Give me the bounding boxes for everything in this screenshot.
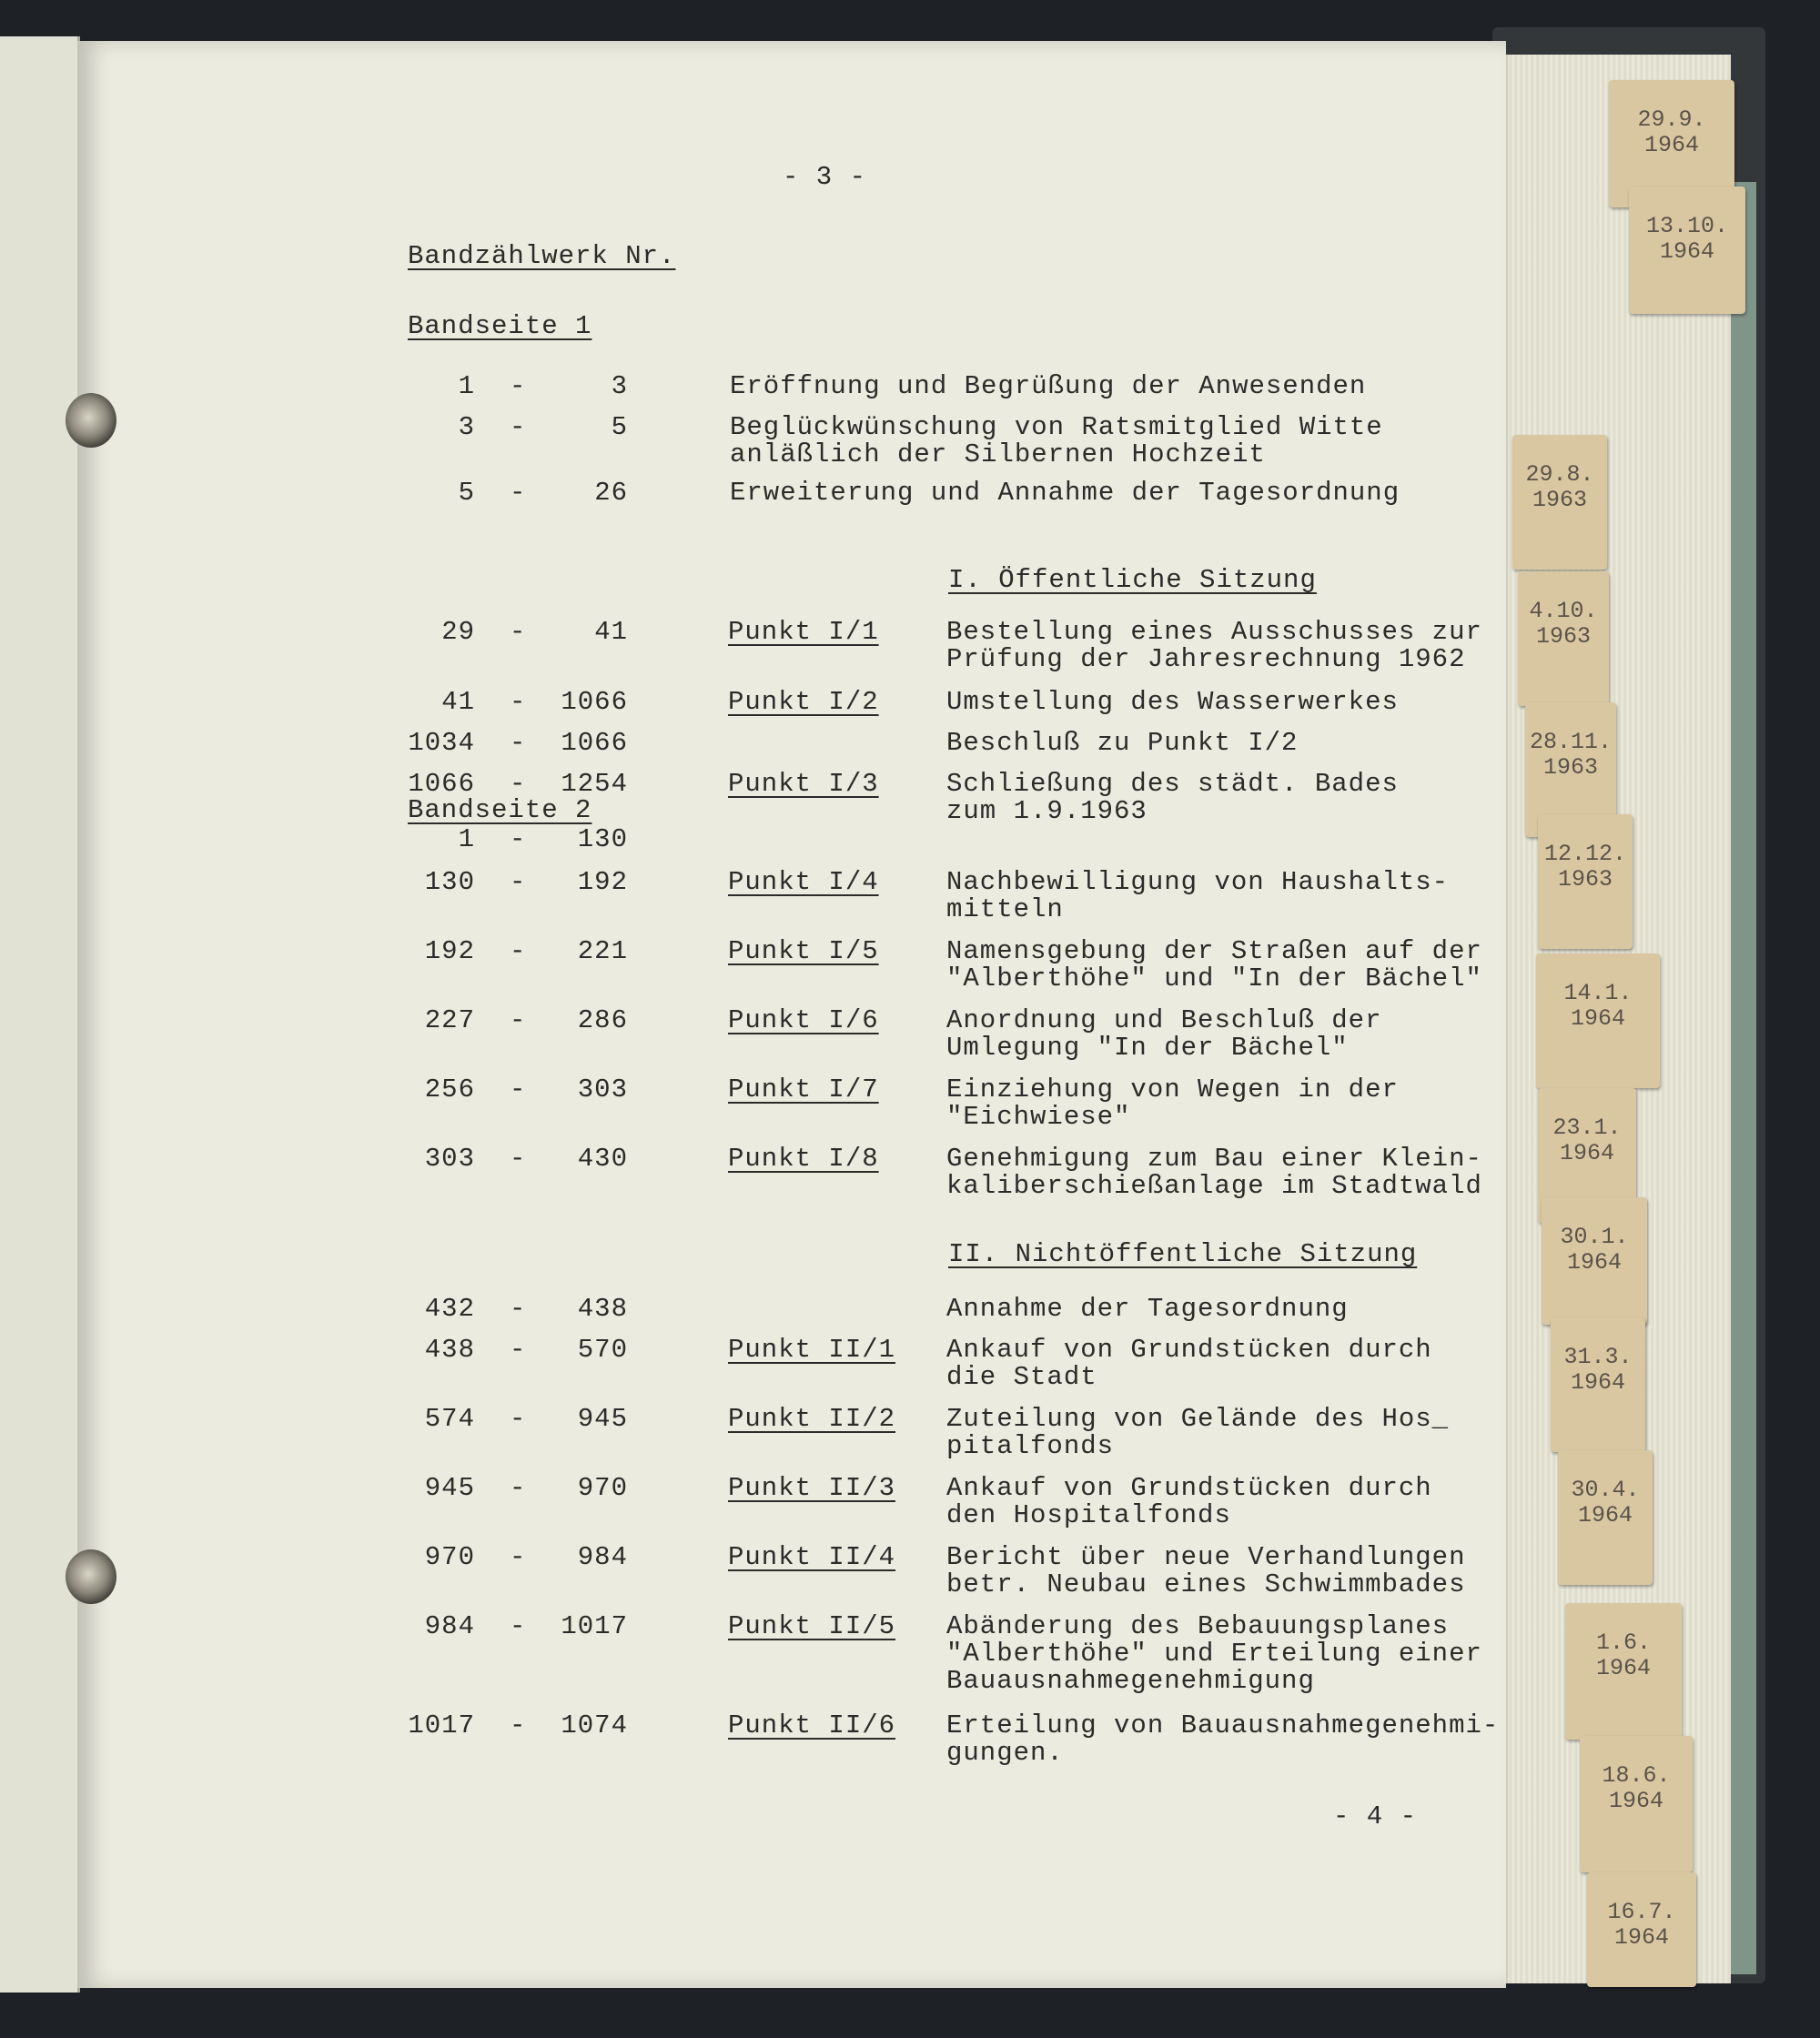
entry-description-line: Einziehung von Wegen in der (946, 1074, 1399, 1105)
entry-to-number: 970 (577, 1473, 628, 1503)
entry-dash: - (510, 1542, 527, 1572)
entry-to-number: 1017 (561, 1611, 628, 1641)
entry-dash: - (510, 478, 527, 508)
date-tab-line: 1964 (1566, 1249, 1622, 1276)
entry-from-number: 984 (424, 1611, 475, 1641)
entry-description-line: Bericht über neue Verhandlungen (946, 1542, 1466, 1572)
entry-description-line: Beschluß zu Punkt I/2 (946, 728, 1299, 758)
entry-dash: - (510, 1335, 527, 1365)
entry-description-line: "Alberthöhe" und Erteilung einer (946, 1639, 1482, 1669)
entry-dash: - (510, 936, 527, 966)
date-tab-line: 1964 (1559, 1140, 1614, 1166)
entry-to-number: 984 (577, 1542, 628, 1572)
entry-description-line: Bestellung eines Ausschusses zur (946, 617, 1482, 647)
entry-from-number: 1017 (408, 1710, 475, 1740)
date-tab[interactable] (1512, 435, 1607, 570)
entry-to-number: 5 (611, 412, 628, 442)
entry-description-line: Anordnung und Beschluß der (946, 1005, 1382, 1035)
entry-dash: - (510, 1005, 527, 1035)
entry-description-line: Annahme der Tagesordnung (946, 1294, 1349, 1324)
date-tab[interactable] (1565, 1603, 1682, 1740)
entry-description-line: Zuteilung von Gelände des Hos_ (946, 1404, 1450, 1434)
page-number-top: - 3 - (783, 162, 867, 192)
entry-description-line: Prüfung der Jahresrechnung 1962 (946, 644, 1466, 674)
entry-from-number: 256 (424, 1074, 475, 1105)
date-tab-line: 1.6. (1595, 1629, 1651, 1656)
date-tab-line: 18.6. (1602, 1762, 1671, 1789)
date-tab[interactable] (1542, 1197, 1647, 1325)
entry-punkt-label: Punkt I/8 (728, 1144, 879, 1174)
entry-punkt-label: Punkt I/7 (728, 1074, 879, 1105)
entry-to-number: 221 (577, 936, 628, 966)
entry-description-line: Umstellung des Wasserwerkes (946, 687, 1399, 717)
date-tab-line: 1964 (1659, 238, 1714, 265)
entry-to-number: 945 (577, 1404, 628, 1434)
date-tab-line: 30.1. (1560, 1224, 1629, 1250)
entry-to-number: 1074 (561, 1710, 628, 1740)
entry-dash: - (510, 1294, 527, 1324)
entry-from-number: 1034 (408, 728, 475, 758)
entry-description-line: Ankauf von Grundstücken durch (946, 1473, 1432, 1503)
entry-description-line: Erteilung von Bauausnahmegenehmi- (946, 1710, 1500, 1740)
entry-to-number: 26 (594, 478, 628, 508)
entry-description-line: Schließung des städt. Bades (946, 769, 1399, 799)
entry-from-number: 29 (441, 617, 475, 647)
entry-description-line: Ankauf von Grundstücken durch (946, 1335, 1432, 1365)
entry-from-number: 1066 (408, 769, 475, 799)
entry-punkt-label: Punkt II/3 (728, 1473, 896, 1503)
entry-dash: - (510, 617, 527, 647)
entry-description-line: betr. Neubau eines Schwimmbades (946, 1569, 1466, 1599)
entry-punkt-label: Punkt II/1 (728, 1335, 896, 1365)
page-number-bottom: - 4 - (1333, 1801, 1418, 1831)
entry-punkt-label: Punkt II/4 (728, 1542, 896, 1572)
date-tab-line: 29.8. (1525, 461, 1594, 488)
date-tab-line: 1964 (1608, 1788, 1663, 1814)
heading-bandseite-1: Bandseite 1 (408, 311, 592, 341)
entry-dash: - (510, 1611, 527, 1641)
entry-dash: - (510, 1074, 527, 1105)
entry-from-number: 192 (424, 936, 475, 966)
entry-description-line: "Eichwiese" (946, 1102, 1131, 1132)
date-tab-line: 1963 (1532, 487, 1587, 513)
entry-description-line: mitteln (946, 894, 1064, 924)
entry-to-number: 192 (577, 867, 628, 897)
date-tab-line: 1964 (1570, 1369, 1625, 1396)
date-tab[interactable] (1538, 814, 1633, 949)
entry-to-number: 1066 (561, 687, 628, 717)
entry-to-number: 430 (577, 1144, 628, 1174)
entry-description-line: gungen. (946, 1738, 1064, 1768)
entry-to-number: 303 (577, 1074, 628, 1105)
entry-to-number: 438 (577, 1294, 628, 1324)
date-tab-line: 31.3. (1563, 1344, 1633, 1370)
date-tab-line: 1964 (1577, 1502, 1633, 1528)
heading-bandseite-2: Bandseite 2 (408, 795, 592, 825)
date-tab-line: 1963 (1557, 866, 1613, 893)
entry-to-number: 570 (577, 1335, 628, 1365)
entry-dash: - (510, 1404, 527, 1434)
date-tab-line: 13.10. (1645, 213, 1728, 239)
date-tab-line: 23.1. (1552, 1115, 1622, 1141)
date-tab-line: 12.12. (1543, 841, 1626, 867)
date-tab[interactable] (1551, 1317, 1645, 1452)
entry-dash: - (510, 1473, 527, 1503)
date-tab-line: 4.10. (1529, 598, 1598, 624)
date-tab[interactable] (1536, 953, 1660, 1088)
entry-description-line: pitalfonds (946, 1431, 1115, 1461)
entry-description-line: Bauausnahmegenehmigung (946, 1666, 1315, 1696)
entry-punkt-label: Punkt I/6 (728, 1005, 879, 1035)
entry-punkt-label: Punkt II/6 (728, 1710, 896, 1740)
entry-dash: - (510, 867, 527, 897)
entry-to-number: 1254 (561, 769, 628, 799)
entry-dash: - (510, 1144, 527, 1174)
date-tab-line: 14.1. (1563, 980, 1633, 1006)
entry-description-line: zum 1.9.1963 (946, 796, 1148, 826)
entry-description-line: kaliberschießanlage im Stadtwald (946, 1171, 1482, 1201)
date-tab-line: 1964 (1595, 1655, 1651, 1681)
date-tab-line: 28.11. (1529, 729, 1612, 755)
date-tab-line: 29.9. (1637, 106, 1706, 133)
entry-to-number: 41 (594, 617, 628, 647)
date-tab-line: 1963 (1542, 754, 1598, 781)
entry-dash: - (510, 824, 527, 854)
date-tab[interactable] (1587, 1872, 1696, 1987)
entry-description-line: Eröffnung und Begrüßung der Anwesenden (730, 371, 1367, 401)
entry-dash: - (510, 687, 527, 717)
date-tab[interactable] (1580, 1736, 1693, 1872)
entry-punkt-label: Punkt I/3 (728, 769, 879, 799)
entry-from-number: 1 (458, 371, 475, 401)
entry-description-line: anläßlich der Silbernen Hochzeit (730, 439, 1266, 469)
entry-punkt-label: Punkt I/2 (728, 687, 879, 717)
date-tab[interactable] (1558, 1450, 1653, 1585)
entry-description-line: Genehmigung zum Bau einer Klein- (946, 1144, 1482, 1174)
date-tab-line: 1963 (1535, 623, 1591, 650)
date-tab-line: 16.7. (1607, 1899, 1676, 1925)
entry-description-line: "Alberthöhe" und "In der Bächel" (946, 964, 1482, 994)
entry-from-number: 970 (424, 1542, 475, 1572)
entry-dash: - (510, 371, 527, 401)
section-nichtoeffentliche-sitzung: II. Nichtöffentliche Sitzung (948, 1239, 1418, 1269)
entry-description-line: Umlegung "In der Bächel" (946, 1033, 1349, 1063)
entry-punkt-label: Punkt I/1 (728, 617, 879, 647)
entry-from-number: 1 (458, 824, 475, 854)
entry-to-number: 286 (577, 1005, 628, 1035)
date-tab-line: 30.4. (1571, 1477, 1640, 1503)
entry-from-number: 130 (424, 867, 475, 897)
entry-punkt-label: Punkt I/5 (728, 936, 879, 966)
entry-from-number: 574 (424, 1404, 475, 1434)
entry-dash: - (510, 769, 527, 799)
entry-punkt-label: Punkt II/2 (728, 1404, 896, 1434)
entry-from-number: 303 (424, 1144, 475, 1174)
entry-from-number: 432 (424, 1294, 475, 1324)
entry-from-number: 41 (441, 687, 475, 717)
date-tab[interactable] (1629, 187, 1745, 314)
entry-description-line: Namensgebung der Straßen auf der (946, 936, 1482, 966)
entry-punkt-label: Punkt I/4 (728, 867, 879, 897)
entry-to-number: 3 (611, 371, 628, 401)
entry-from-number: 438 (424, 1335, 475, 1365)
entry-from-number: 3 (458, 412, 475, 442)
date-tab-line: 1964 (1643, 132, 1699, 158)
date-tab-line: 1964 (1613, 1924, 1669, 1951)
entry-from-number: 945 (424, 1473, 475, 1503)
entry-description-line: Erweiterung und Annahme der Tagesordnung (730, 478, 1400, 508)
entry-description-line: Abänderung des Bebauungsplanes (946, 1611, 1450, 1641)
entry-description-line: Beglückwünschung von Ratsmitglied Witte (730, 412, 1383, 442)
entry-dash: - (510, 728, 527, 758)
entry-to-number: 1066 (561, 728, 628, 758)
section-oeffentliche-sitzung: I. Öffentliche Sitzung (948, 565, 1317, 595)
entry-dash: - (510, 1710, 527, 1740)
entry-dash: - (510, 412, 527, 442)
date-tab-line: 1964 (1570, 1005, 1625, 1032)
entry-from-number: 227 (424, 1005, 475, 1035)
heading-bandzaehlwerk: Bandzählwerk Nr. (408, 241, 676, 271)
entry-punkt-label: Punkt II/5 (728, 1611, 896, 1641)
entry-description-line: den Hospitalfonds (946, 1500, 1231, 1530)
entry-description-line: die Stadt (946, 1362, 1097, 1392)
entry-to-number: 130 (577, 824, 628, 854)
entry-from-number: 5 (458, 478, 475, 508)
date-tab[interactable] (1518, 571, 1609, 706)
entry-description-line: Nachbewilligung von Haushalts- (946, 867, 1450, 897)
